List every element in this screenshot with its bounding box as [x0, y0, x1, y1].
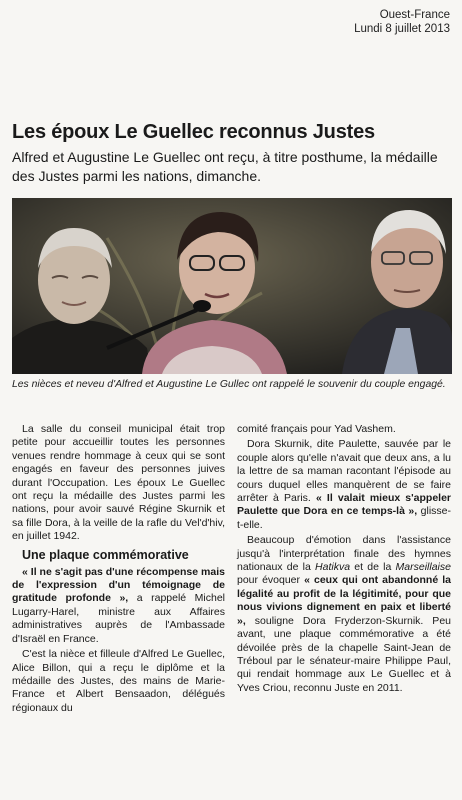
paragraph: [237, 438, 451, 532]
paragraph: [12, 566, 225, 646]
photo-illustration: [12, 198, 452, 374]
quote: « ceux qui ont abandonné la légalité au profit de la légitimité, pour que nous vivions dignement en paix et liberté »,: [237, 574, 452, 627]
paragraph-text: glisse-t-elle.: [237, 505, 451, 531]
article-standfirst: Alfred et Augustine Le Guellec ont reçu, à titre posthume, la médaille des Justes parmi les nations, dimanche.: [12, 149, 438, 184]
article-photo: [12, 198, 452, 374]
paragraph-text: souligne Dora Fryderzon-Skurnik. Peu avant, une plaque commémorative a été dévoilée près de la chapelle Saint-Jean de Tréboul par le sénateur-maire Philippe Paul, qui rendait hommage aux Le Guellec et à Yves Criou, reconnu Juste en 2011.: [237, 614, 451, 694]
quote: « Il ne s'agit pas d'une récompense mais de l'expression d'un témoignage de gratitude profonde »,: [12, 565, 225, 605]
quote: « Il valait mieux s'appeler Paulette que Dora en ce temps-là »,: [237, 492, 451, 518]
article-headline: Les époux Le Guellec reconnus Justes: [12, 121, 375, 143]
masthead: [354, 8, 450, 36]
article-subheading: Une plaque commémorative: [22, 547, 189, 562]
paragraph-text: pour évoquer: [237, 574, 305, 587]
paragraph-text: Beaucoup d'émotion dans l'assistance jusqu'à l'interprétation finale des hymnes nationaux de la: [237, 534, 451, 574]
paragraph-text: Dora Skurnik, dite Paulette, sauvée par le couple alors qu'elle n'avait que deux ans, a lu la lettre de sa maman racontant l'épisode au cours duquel elles manquèrent de se faire arrêter à Paris.: [237, 438, 451, 505]
paragraph: comité français pour Yad Vashem.: [237, 423, 396, 435]
article-column-right: [237, 423, 451, 697]
paragraph-text: et de la: [350, 561, 396, 574]
paragraph: C'est la nièce et filleule d'Alfred Le Guellec, Alice Billon, qui a reçu le diplôme et la médaille des Justes, des mains de Marie-France et Albert Bensaadon, délégués régionaux du: [12, 648, 225, 714]
paragraph-text: a rappelé Michel Lugarry-Harel, ministre aux Affaires administratives auprès de l'Ambassade d'Israël en France.: [12, 592, 225, 645]
paragraph: [237, 534, 451, 695]
photo-caption: Les nièces et neveu d'Alfred et Augustine Le Gullec ont rappelé le souvenir du couple engagé.: [12, 379, 446, 390]
article-column-left: [12, 423, 225, 717]
paragraph: La salle du conseil municipal était trop petite pour accueillir toutes les personnes venues rendre hommage à ceux qui se sont engagés en faveur des personnes juives durant l'Occupation. Les époux Le Guellec ont reçu la médaille des Justes parmi les nations, pour avoir sauvé Régine Skurnik et sa fille Dora, à la veille de la rafle du Vel'd'hiv, en juillet 1942.: [12, 423, 225, 543]
publication-date: Lundi 8 juillet 2013: [354, 23, 450, 35]
publication-name: Ouest-France: [379, 9, 450, 21]
anthem-name: Marseillaise: [395, 561, 451, 574]
anthem-name: Hatikva: [315, 561, 351, 574]
